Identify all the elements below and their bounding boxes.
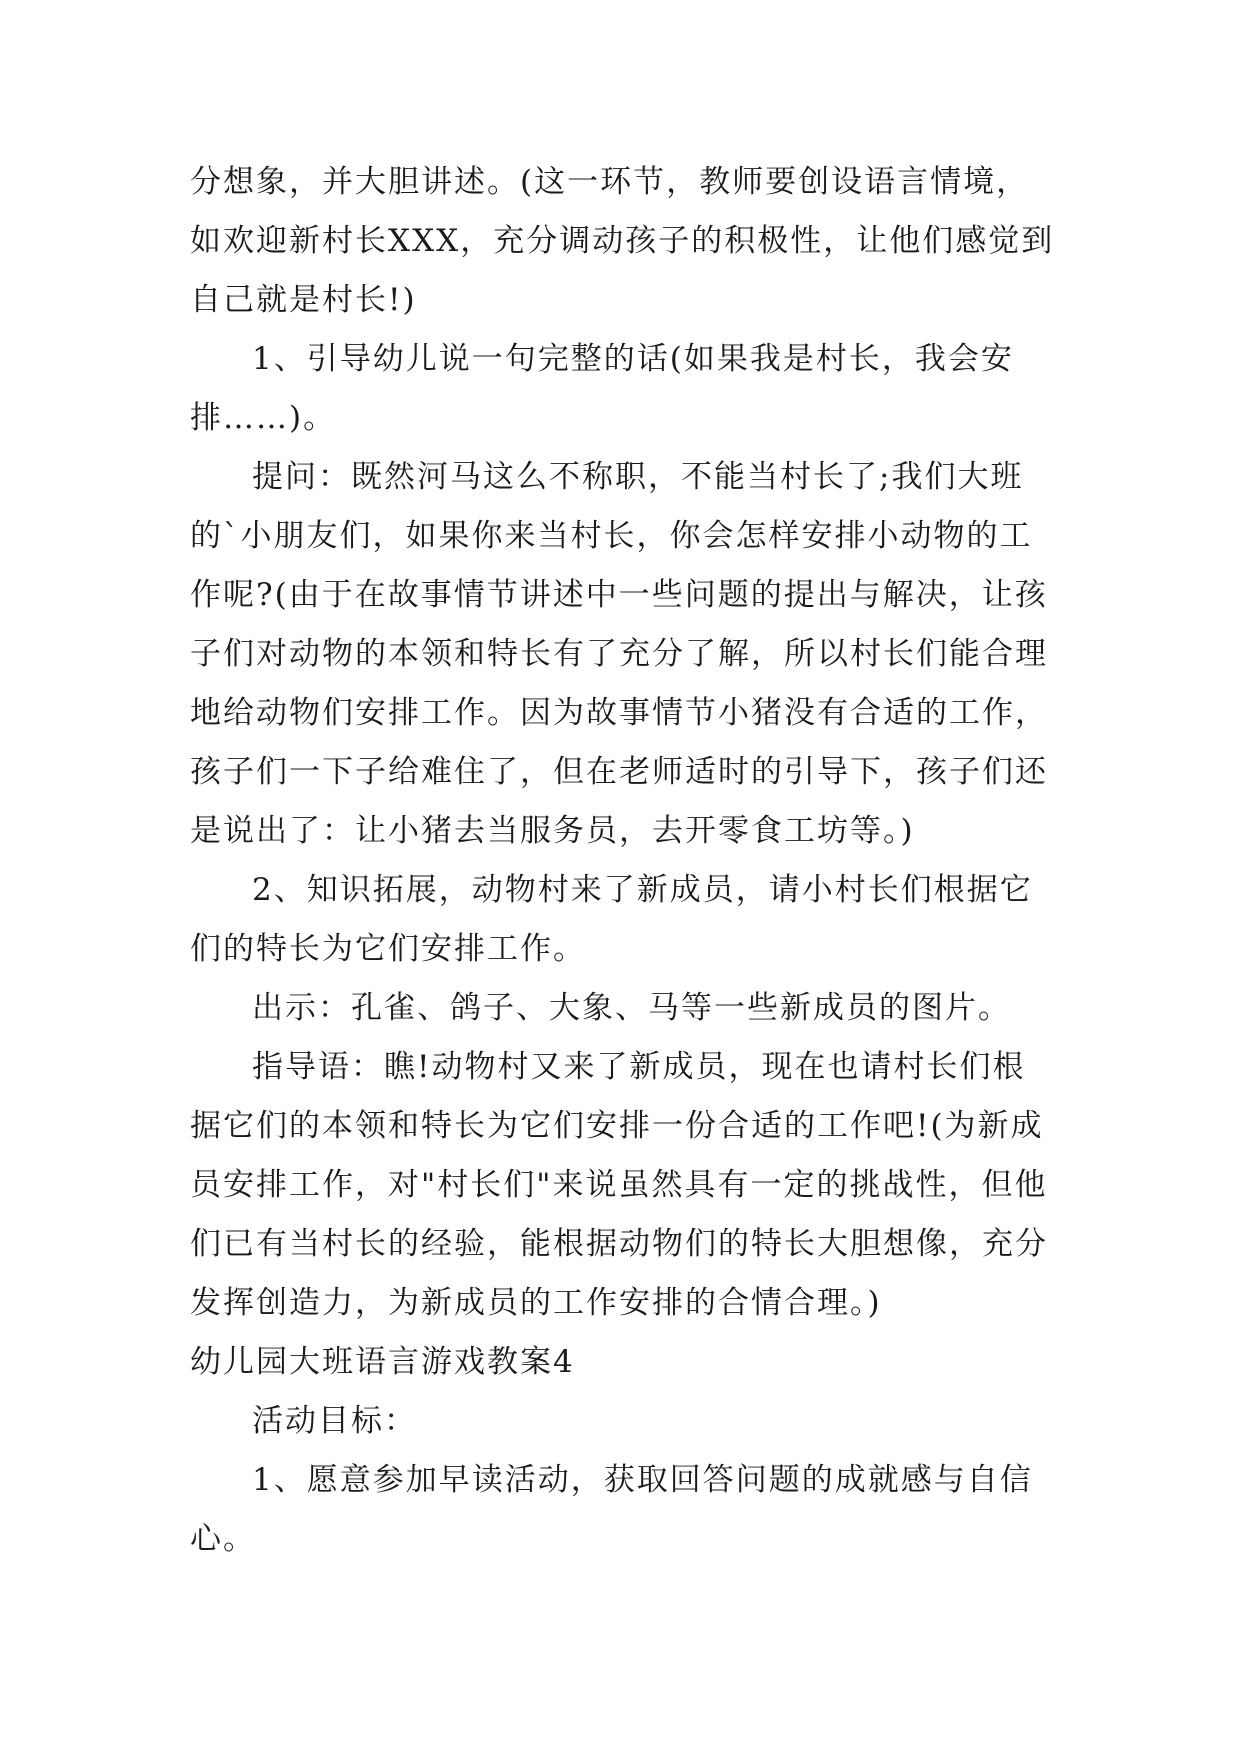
paragraph-line: 指导语：瞧!动物村又来了新成员，现在也请村长们根 [252, 1049, 1026, 1085]
paragraph-line: 2、知识拓展，动物村来了新成员，请小村长们根据它 [252, 872, 1033, 908]
paragraph-line: 心。 [190, 1521, 256, 1557]
paragraph-line: 据它们的本领和特长为它们安排一份合适的工作吧!(为新成 [190, 1108, 1044, 1144]
paragraph-line: 员安排工作，对"村长们"来说虽然具有一定的挑战性，但他 [190, 1167, 1048, 1203]
paragraph-line: 1、引导幼儿说一句完整的话(如果我是村长，我会安 [252, 341, 1014, 377]
paragraph-line: 是说出了：让小猪去当服务员，去开零食工坊等。) [190, 813, 915, 849]
paragraph-line: 作呢?(由于在故事情节讲述中一些问题的提出与解决，让孩 [190, 577, 1048, 613]
paragraph-line: 们的特长为它们安排工作。 [190, 931, 586, 967]
paragraph-line: 地给动物们安排工作。因为故事情节小猪没有合适的工作， [190, 695, 1048, 731]
paragraph-line: 如欢迎新村长XXX，充分调动孩子的积极性，让他们感觉到 [190, 223, 1055, 259]
paragraph-line: 发挥创造力，为新成员的工作安排的合情合理。) [190, 1285, 882, 1321]
paragraph-line: 们已有当村长的经验，能根据动物们的特长大胆想像，充分 [190, 1226, 1048, 1262]
paragraph-line: 出示：孔雀、鸽子、大象、马等一些新成员的图片。 [252, 990, 1011, 1026]
section-heading: 幼儿园大班语言游戏教案4 [190, 1344, 575, 1380]
paragraph-line: 提问：既然河马这么不称职，不能当村长了;我们大班 [252, 459, 1024, 495]
paragraph-line: 子们对动物的本领和特长有了充分了解，所以村长们能合理 [190, 636, 1048, 672]
paragraph-line: 1、愿意参加早读活动，获取回答问题的成就感与自信 [252, 1462, 1033, 1498]
paragraph-line: 自己就是村长!) [190, 282, 417, 318]
paragraph-line: 孩子们一下子给难住了，但在老师适时的引导下，孩子们还 [190, 754, 1048, 790]
paragraph-line: 活动目标： [252, 1403, 417, 1439]
paragraph-line: 的`小朋友们，如果你来当村长，你会怎样安排小动物的工 [190, 518, 1033, 554]
paragraph-line: 分想象，并大胆讲述。(这一环节，教师要创设语言情境， [190, 164, 1030, 200]
paragraph-line: 排……)。 [190, 400, 337, 436]
